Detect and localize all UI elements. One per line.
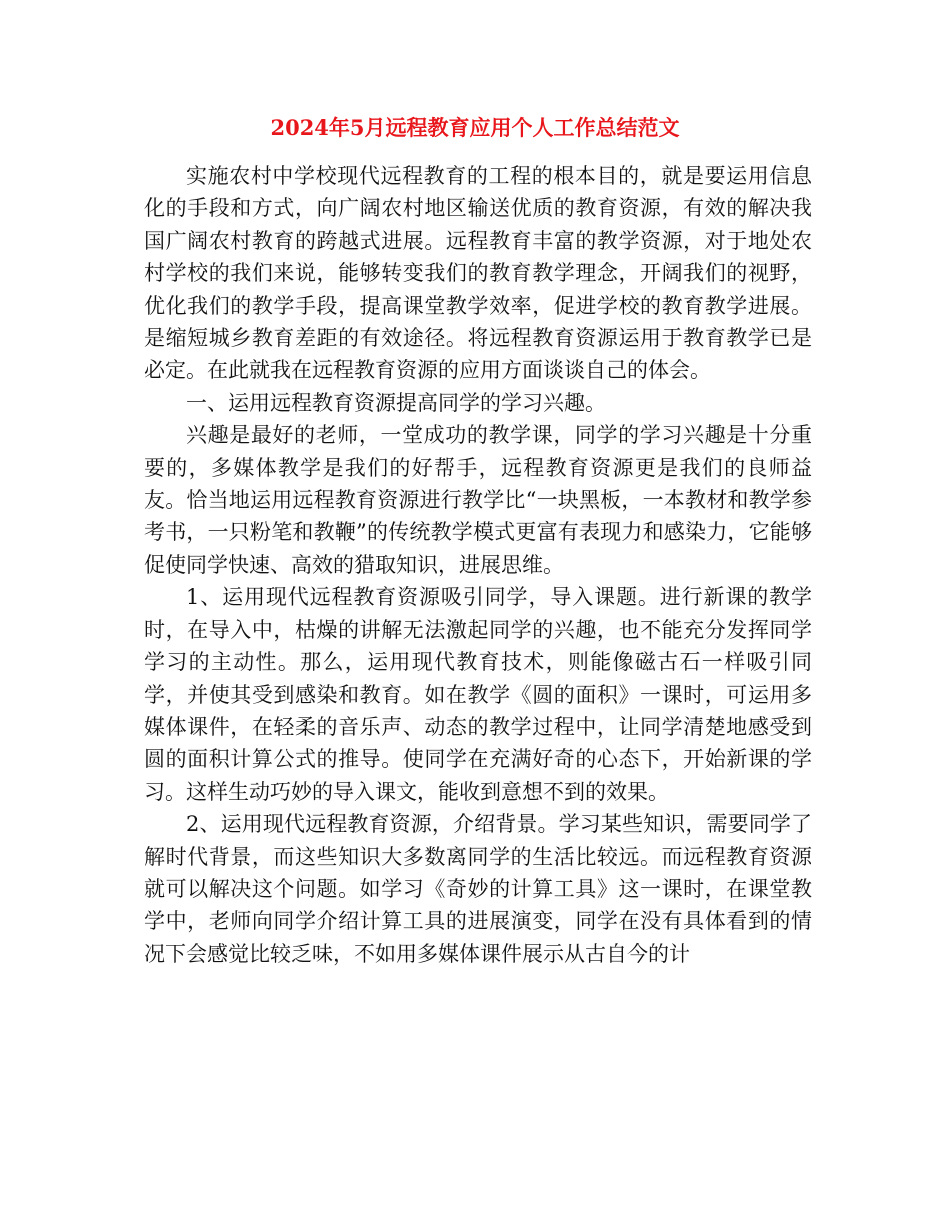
paragraph-point-2: 2、运用现代远程教育资源，介绍背景。学习某些知识，需要同学了解时代背景，而这些知识大多数离同学的生活比较远。而远程教育资源就可以解决这个问题。如学习《奇妙的计算工具》这一课时，在课堂教学中，老师向同学介绍计算工具的进展演变，同学在没有具体看到的情况下会感觉比较乏味，不如用多媒体课件展示从古自今的计: [144, 812, 812, 966]
paragraph-interest: 兴趣是最好的老师，一堂成功的教学课，同学的学习兴趣是十分重要的，多媒体教学是我们的好帮手，远程教育资源更是我们的良师益友。恰当地运用远程教育资源进行教学比“一块黑板，一本教材和教学参考书，一只粉笔和教鞭”的传统教学模式更富有表现力和感染力，它能够促使同学快速、高效的猎取知识，进展思维。: [144, 423, 812, 577]
section-heading-1: 一、运用远程教育资源提高同学的学习兴趣。: [186, 390, 606, 415]
document-body: [144, 160, 812, 970]
paragraph-intro: 实施农村中学校现代远程教育的工程的根本目的，就是要运用信息化的手段和方式，向广阔农村地区输送优质的教育资源，有效的解决我国广阔农村教育的跨越式进展。远程教育丰富的教学资源，对于地处农村学校的我们来说，能够转变我们的教育教学理念，开阔我们的视野，优化我们的教学手段，提高课堂教学效率，促进学校的教育教学进展。是缩短城乡教育差距的有效途径。将远程教育资源运用于教育教学已是必定。在此就我在远程教育资源的应用方面谈谈自己的体会。: [144, 164, 812, 383]
document-title: 2024年5月远程教育应用个人工作总结范文: [270, 115, 680, 140]
paragraph-point-1: 1、运用现代远程教育资源吸引同学，导入课题。进行新课的教学时，在导入中，枯燥的讲解无法激起同学的兴趣，也不能充分发挥同学学习的主动性。那么，运用现代教育技术，则能像磁古石一样吸引同学，并使其受到感染和教育。如在教学《圆的面积》一课时，可运用多媒体课件，在轻柔的音乐声、动态的教学过程中，让同学清楚地感受到圆的面积计算公式的推导。使同学在充满好奇的心态下，开始新课的学习。这样生动巧妙的导入课文，能收到意想不到的效果。: [144, 585, 812, 804]
